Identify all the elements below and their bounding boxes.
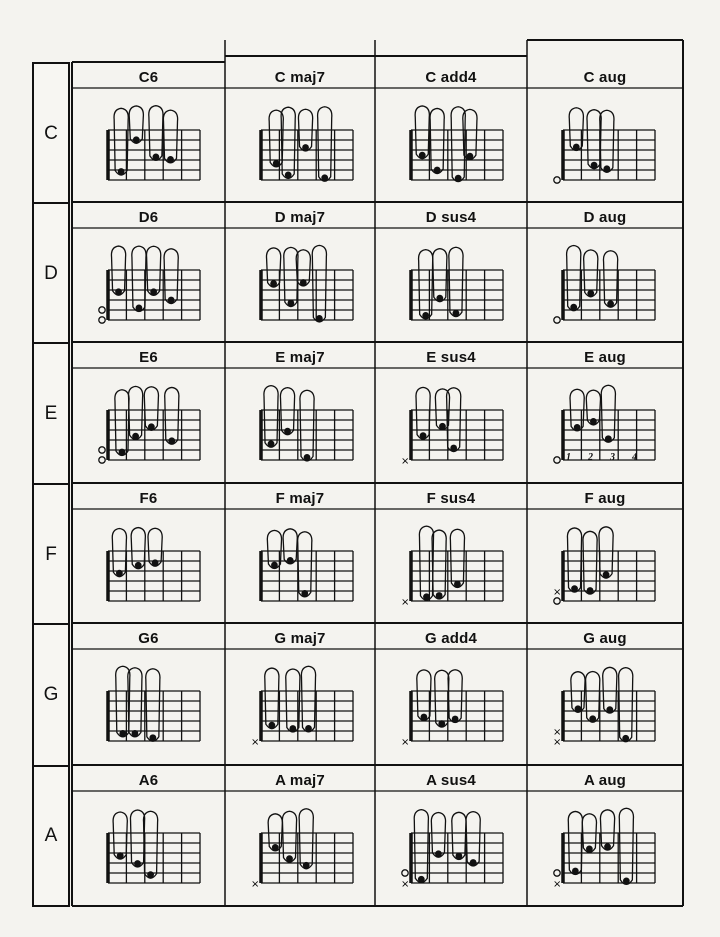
finger-dot	[270, 280, 277, 287]
finger-outline	[298, 532, 312, 597]
chord-title: C maj7	[274, 69, 326, 86]
chord-diagram	[72, 511, 225, 623]
finger-dot	[571, 585, 578, 592]
muted-string-marker: ×	[553, 737, 562, 748]
finger-outline	[433, 249, 447, 302]
finger-outline	[414, 810, 428, 883]
chord-diagram	[225, 90, 375, 202]
chord-title: C add4	[425, 69, 477, 86]
fretboard	[261, 691, 353, 741]
open-string-marker	[402, 870, 408, 876]
finger-dot	[136, 305, 143, 312]
chord-title: E aug	[584, 349, 626, 366]
finger-dot	[116, 570, 123, 577]
finger-outline	[163, 110, 177, 163]
chord-diagram	[375, 651, 527, 763]
finger-outline	[600, 110, 614, 172]
finger-dot	[591, 162, 598, 169]
row-label-c: C	[32, 62, 70, 204]
finger-dot	[436, 295, 443, 302]
finger-number-label: 4	[632, 452, 637, 463]
open-string-marker	[554, 177, 560, 183]
finger-outline	[149, 106, 163, 161]
finger-outline	[601, 385, 615, 442]
finger-dot	[135, 562, 142, 569]
finger-dot	[470, 859, 477, 866]
chord-diagram	[375, 370, 527, 482]
finger-outline	[280, 388, 294, 435]
finger-dot	[604, 843, 611, 850]
finger-dot	[118, 168, 125, 175]
chord-title: C6	[138, 69, 159, 86]
finger-outline	[112, 529, 126, 577]
fretboard	[563, 130, 655, 180]
finger-dot	[168, 297, 175, 304]
chord-title: G6	[138, 630, 159, 647]
finger-outline	[567, 528, 581, 592]
finger-dot	[287, 300, 294, 307]
muted-string-marker: ×	[553, 587, 562, 598]
fretboard	[261, 833, 353, 883]
finger-dot	[438, 720, 445, 727]
muted-string-marker: ×	[401, 597, 410, 608]
finger-outline	[415, 106, 429, 159]
chord-diagram	[225, 651, 375, 763]
finger-dot	[132, 730, 139, 737]
finger-dot	[573, 144, 580, 151]
open-string-marker	[99, 447, 105, 453]
chord-title: A sus4	[426, 772, 476, 789]
open-string-marker	[554, 870, 560, 876]
chord-diagram	[375, 511, 527, 623]
chord-diagram	[72, 793, 225, 905]
finger-outline	[301, 666, 315, 732]
finger-dot	[152, 559, 159, 566]
chord-diagram	[375, 90, 527, 202]
finger-dot	[152, 153, 159, 160]
chord-diagram	[527, 230, 683, 342]
finger-outline	[583, 531, 597, 594]
finger-dot	[603, 165, 610, 172]
fretboard	[261, 130, 353, 180]
finger-dot	[287, 557, 294, 564]
open-string-marker	[99, 307, 105, 313]
chord-title: A aug	[583, 772, 627, 789]
chord-diagram	[72, 370, 225, 482]
chord-diagram	[225, 230, 375, 342]
finger-dot	[272, 844, 279, 851]
chord-diagram	[527, 511, 683, 623]
row-label-f: F	[32, 483, 70, 625]
row-label-d: D	[32, 202, 70, 344]
row-label-g: G	[32, 623, 70, 765]
finger-dot	[119, 449, 126, 456]
chord-diagram	[527, 90, 683, 202]
chord-diagram	[72, 651, 225, 763]
finger-dot	[586, 845, 593, 852]
finger-dot	[420, 432, 427, 439]
open-string-marker	[99, 457, 105, 463]
finger-dot	[321, 174, 328, 181]
finger-dot	[303, 862, 310, 869]
muted-string-marker: ×	[401, 879, 410, 890]
row-label-e: E	[32, 342, 70, 484]
fretboard	[261, 410, 353, 460]
finger-dot	[168, 437, 175, 444]
finger-outline	[132, 246, 146, 311]
chord-title: A maj7	[275, 772, 325, 789]
chord-diagram	[72, 90, 225, 202]
finger-dot	[285, 172, 292, 179]
finger-outline	[146, 669, 160, 741]
finger-dot	[590, 418, 597, 425]
chord-title: F6	[139, 490, 158, 507]
fretboard	[411, 551, 503, 601]
finger-dot	[304, 454, 311, 461]
finger-dot	[436, 592, 443, 599]
open-string-marker	[99, 317, 105, 323]
open-string-marker	[554, 598, 560, 604]
finger-outline	[567, 245, 581, 310]
finger-dot	[455, 853, 462, 860]
finger-dot	[623, 878, 630, 885]
fretboard	[563, 270, 655, 320]
finger-outline	[466, 812, 480, 866]
finger-dot	[132, 433, 139, 440]
muted-string-marker: ×	[401, 737, 410, 748]
finger-outline	[448, 670, 462, 723]
finger-dot	[423, 593, 430, 600]
chord-diagram	[375, 793, 527, 905]
finger-dot	[452, 716, 459, 723]
finger-outline	[299, 809, 313, 869]
muted-string-marker: ×	[401, 456, 410, 467]
finger-dot	[439, 423, 446, 430]
chord-title: G maj7	[274, 630, 326, 647]
finger-dot	[289, 725, 296, 732]
chord-title: F maj7	[275, 490, 325, 507]
finger-dot	[271, 562, 278, 569]
finger-outline	[111, 246, 125, 295]
finger-dot	[622, 735, 629, 742]
muted-string-marker: ×	[553, 727, 562, 738]
finger-dot	[575, 705, 582, 712]
finger-dot	[167, 156, 174, 163]
fretboard	[563, 833, 655, 883]
finger-outline	[432, 530, 446, 599]
chord-diagram	[527, 651, 683, 763]
finger-dot	[286, 855, 293, 862]
finger-outline	[113, 812, 127, 859]
finger-dot	[119, 730, 126, 737]
finger-dot	[115, 288, 122, 295]
chord-title: E maj7	[275, 349, 325, 366]
chord-diagram	[527, 793, 683, 905]
chord-title: D6	[138, 209, 159, 226]
finger-dot	[467, 153, 474, 160]
muted-string-marker: ×	[251, 879, 260, 890]
finger-dot	[570, 304, 577, 311]
row-label-a: A	[32, 765, 70, 907]
finger-dot	[273, 160, 280, 167]
chord-title: C aug	[583, 69, 627, 86]
finger-outline	[165, 387, 179, 444]
chord-diagram	[375, 230, 527, 342]
finger-dot	[300, 279, 307, 286]
fretboard	[563, 691, 655, 741]
finger-dot	[305, 725, 312, 732]
chord-diagram	[225, 370, 375, 482]
chord-title: A6	[138, 772, 159, 789]
finger-dot	[117, 852, 124, 859]
finger-dot	[454, 581, 461, 588]
chord-title: D aug	[583, 209, 627, 226]
finger-dot	[455, 175, 462, 182]
finger-dot	[453, 310, 460, 317]
finger-outline	[164, 249, 178, 304]
finger-outline	[419, 250, 433, 319]
chord-title: E6	[139, 349, 158, 366]
open-string-marker	[554, 317, 560, 323]
finger-dot	[284, 428, 291, 435]
finger-dot	[607, 300, 614, 307]
chord-title: G add4	[424, 630, 478, 647]
chord-title: F aug	[584, 490, 626, 507]
finger-outline	[264, 386, 278, 448]
finger-dot	[450, 445, 457, 452]
finger-outline	[128, 386, 142, 439]
chord-diagram	[225, 793, 375, 905]
open-string-marker	[554, 457, 560, 463]
chord-diagram	[527, 370, 683, 482]
finger-dot	[147, 871, 154, 878]
finger-dot	[574, 424, 581, 431]
finger-dot	[418, 876, 425, 883]
finger-dot	[316, 315, 323, 322]
finger-dot	[605, 435, 612, 442]
finger-dot	[268, 440, 275, 447]
finger-outline	[430, 108, 444, 173]
finger-outline	[450, 529, 464, 587]
finger-outline	[435, 670, 449, 727]
finger-outline	[416, 387, 430, 439]
chord-title: D maj7	[274, 209, 326, 226]
finger-dot	[422, 312, 429, 319]
finger-outline	[130, 810, 144, 867]
finger-dot	[589, 715, 596, 722]
finger-outline	[143, 811, 157, 878]
chord-title: F sus4	[426, 490, 476, 507]
finger-dot	[603, 571, 610, 578]
finger-dot	[134, 860, 141, 867]
finger-dot	[434, 167, 441, 174]
finger-number-label: 3	[610, 452, 615, 463]
finger-dot	[606, 706, 613, 713]
chord-diagram	[225, 511, 375, 623]
muted-string-marker: ×	[251, 737, 260, 748]
finger-dot	[150, 288, 157, 295]
finger-number-label: 2	[588, 452, 593, 463]
finger-outline	[449, 247, 463, 316]
finger-dot	[435, 850, 442, 857]
finger-dot	[301, 590, 308, 597]
finger-outline	[265, 668, 279, 729]
chord-diagram	[72, 230, 225, 342]
finger-dot	[420, 714, 427, 721]
fretboard	[563, 410, 655, 460]
finger-outline	[147, 246, 161, 295]
fretboard	[261, 270, 353, 320]
finger-dot	[148, 423, 155, 430]
finger-dot	[302, 144, 309, 151]
finger-dot	[419, 152, 426, 159]
finger-outline	[586, 672, 600, 723]
chord-title: G aug	[583, 630, 627, 647]
chord-title: E sus4	[426, 349, 476, 366]
finger-dot	[133, 136, 140, 143]
muted-string-marker: ×	[553, 879, 562, 890]
finger-outline	[603, 251, 617, 307]
finger-dot	[572, 868, 579, 875]
finger-dot	[268, 722, 275, 729]
finger-dot	[587, 587, 594, 594]
finger-number-label: 1	[566, 452, 571, 463]
finger-outline	[282, 811, 296, 862]
chord-title: D sus4	[425, 209, 477, 226]
finger-dot	[149, 734, 156, 741]
finger-dot	[587, 290, 594, 297]
